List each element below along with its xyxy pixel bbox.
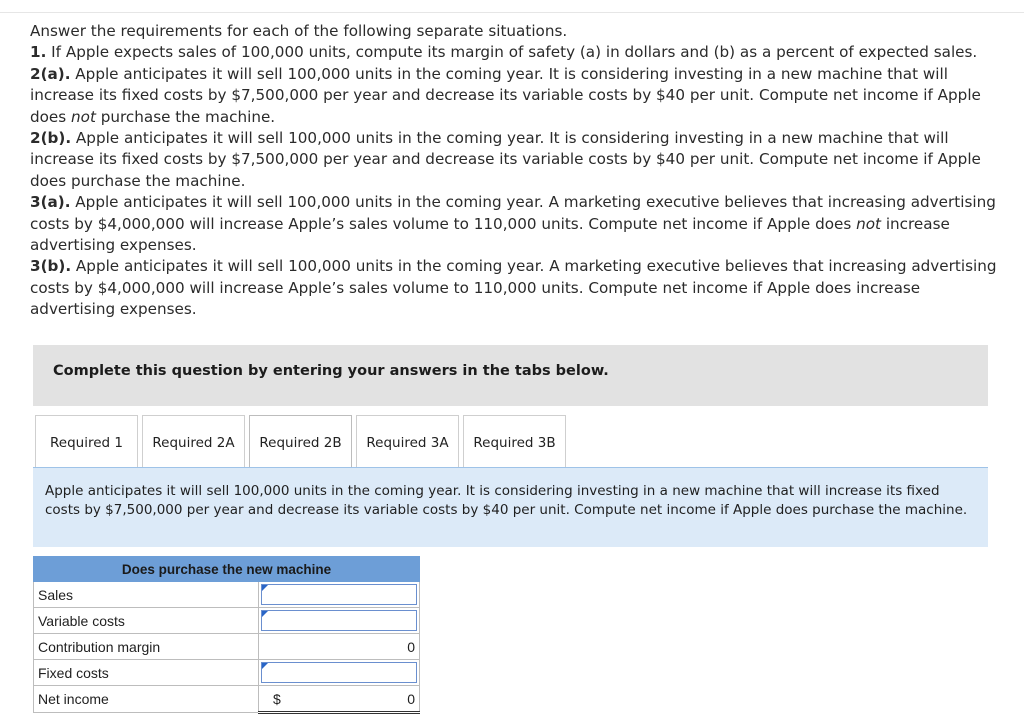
q2b-number: 2(b). xyxy=(30,129,72,148)
q2a-end: purchase the machine. xyxy=(95,107,276,126)
net-income-value: 0 xyxy=(407,691,415,707)
q3a-text: Apple anticipates it will sell 100,000 units in the coming year. A marketing executive believes that increasing advertising costs by $4,000,000 will increase Apple’s sales volume to 110,000 units. Compute net income if Apple does xyxy=(30,193,996,233)
tab-required-1[interactable]: Required 1 xyxy=(35,415,138,467)
requirement-description: Apple anticipates it will sell 100,000 units in the coming year. It is considering investing in a new machine that will increase its fixed costs by $7,500,000 per year and decrease its variable costs by $40 per unit. Compute net income if Apple does purchase the machine. xyxy=(33,468,988,547)
question-2b xyxy=(30,128,1005,192)
q2a-emphasis: not xyxy=(71,107,96,126)
table-row xyxy=(34,582,420,608)
tab-required-3a[interactable]: Required 3A xyxy=(356,415,459,467)
currency-symbol: $ xyxy=(273,691,281,707)
table-row xyxy=(34,634,420,660)
table-row xyxy=(34,608,420,634)
sales-cell xyxy=(259,582,420,608)
q3a-end: increase advertising expenses. xyxy=(30,214,950,255)
sales-label: Sales xyxy=(34,582,259,608)
question-2a xyxy=(30,64,1005,128)
question-3b xyxy=(30,256,1005,320)
income-table xyxy=(33,556,420,714)
table-row xyxy=(34,686,420,713)
contribution-margin-cell xyxy=(259,634,420,660)
banner-text: Complete this question by entering your answers in the tabs below. xyxy=(53,363,609,379)
fixed-costs-label: Fixed costs xyxy=(34,660,259,686)
tab-required-2b[interactable]: Required 2B xyxy=(249,415,352,469)
contribution-margin-value: 0 xyxy=(407,639,415,655)
intro-lead: Answer the requirements for each of the following separate situations. xyxy=(30,22,568,40)
variable-costs-input[interactable] xyxy=(261,610,417,631)
fixed-costs-input[interactable] xyxy=(261,662,417,683)
variable-costs-cell xyxy=(259,608,420,634)
top-divider xyxy=(0,12,1024,13)
q3b-text: Apple anticipates it will sell 100,000 units in the coming year. A marketing executive believes that increasing advertising costs by $4,000,000 will increase Apple’s sales volume to 110,000 units. Compute net income if Apple does increase advertising expenses. xyxy=(30,257,997,319)
q1-number: 1. xyxy=(30,43,47,62)
instruction-banner xyxy=(33,345,988,406)
question-1 xyxy=(30,42,1005,63)
tab-required-3b[interactable]: Required 3B xyxy=(463,415,566,467)
net-income-cell xyxy=(259,686,420,713)
net-income-label: Net income xyxy=(34,686,259,713)
fixed-costs-cell xyxy=(259,660,420,686)
question-3a xyxy=(30,192,1005,256)
variable-costs-label: Variable costs xyxy=(34,608,259,634)
q2a-text: Apple anticipates it will sell 100,000 units in the coming year. It is considering investing in a new machine that will increase its fixed costs by $7,500,000 per year and decrease its variable costs by $40 per unit. Compute net income if Apple does xyxy=(30,64,981,126)
sales-input[interactable] xyxy=(261,584,417,605)
contribution-margin-label: Contribution margin xyxy=(34,634,259,660)
tab-required-2a[interactable]: Required 2A xyxy=(142,415,245,467)
table-header: Does purchase the new machine xyxy=(34,557,420,582)
table-row xyxy=(34,660,420,686)
q3a-emphasis: not xyxy=(856,214,881,233)
q3b-number: 3(b). xyxy=(30,257,72,276)
q2a-number: 2(a). xyxy=(30,64,71,83)
problem-statement xyxy=(30,21,1005,321)
q2b-text: Apple anticipates it will sell 100,000 units in the coming year. It is considering investing in a new machine that will increase its fixed costs by $7,500,000 per year and decrease its variable costs by $40 per unit. Compute net income if Apple does purchase the machine. xyxy=(30,129,981,190)
q3a-number: 3(a). xyxy=(30,193,71,212)
q1-text: If Apple expects sales of 100,000 units, compute its margin of safety (a) in dollars and (b) as a percent of expected sales. xyxy=(46,43,978,62)
